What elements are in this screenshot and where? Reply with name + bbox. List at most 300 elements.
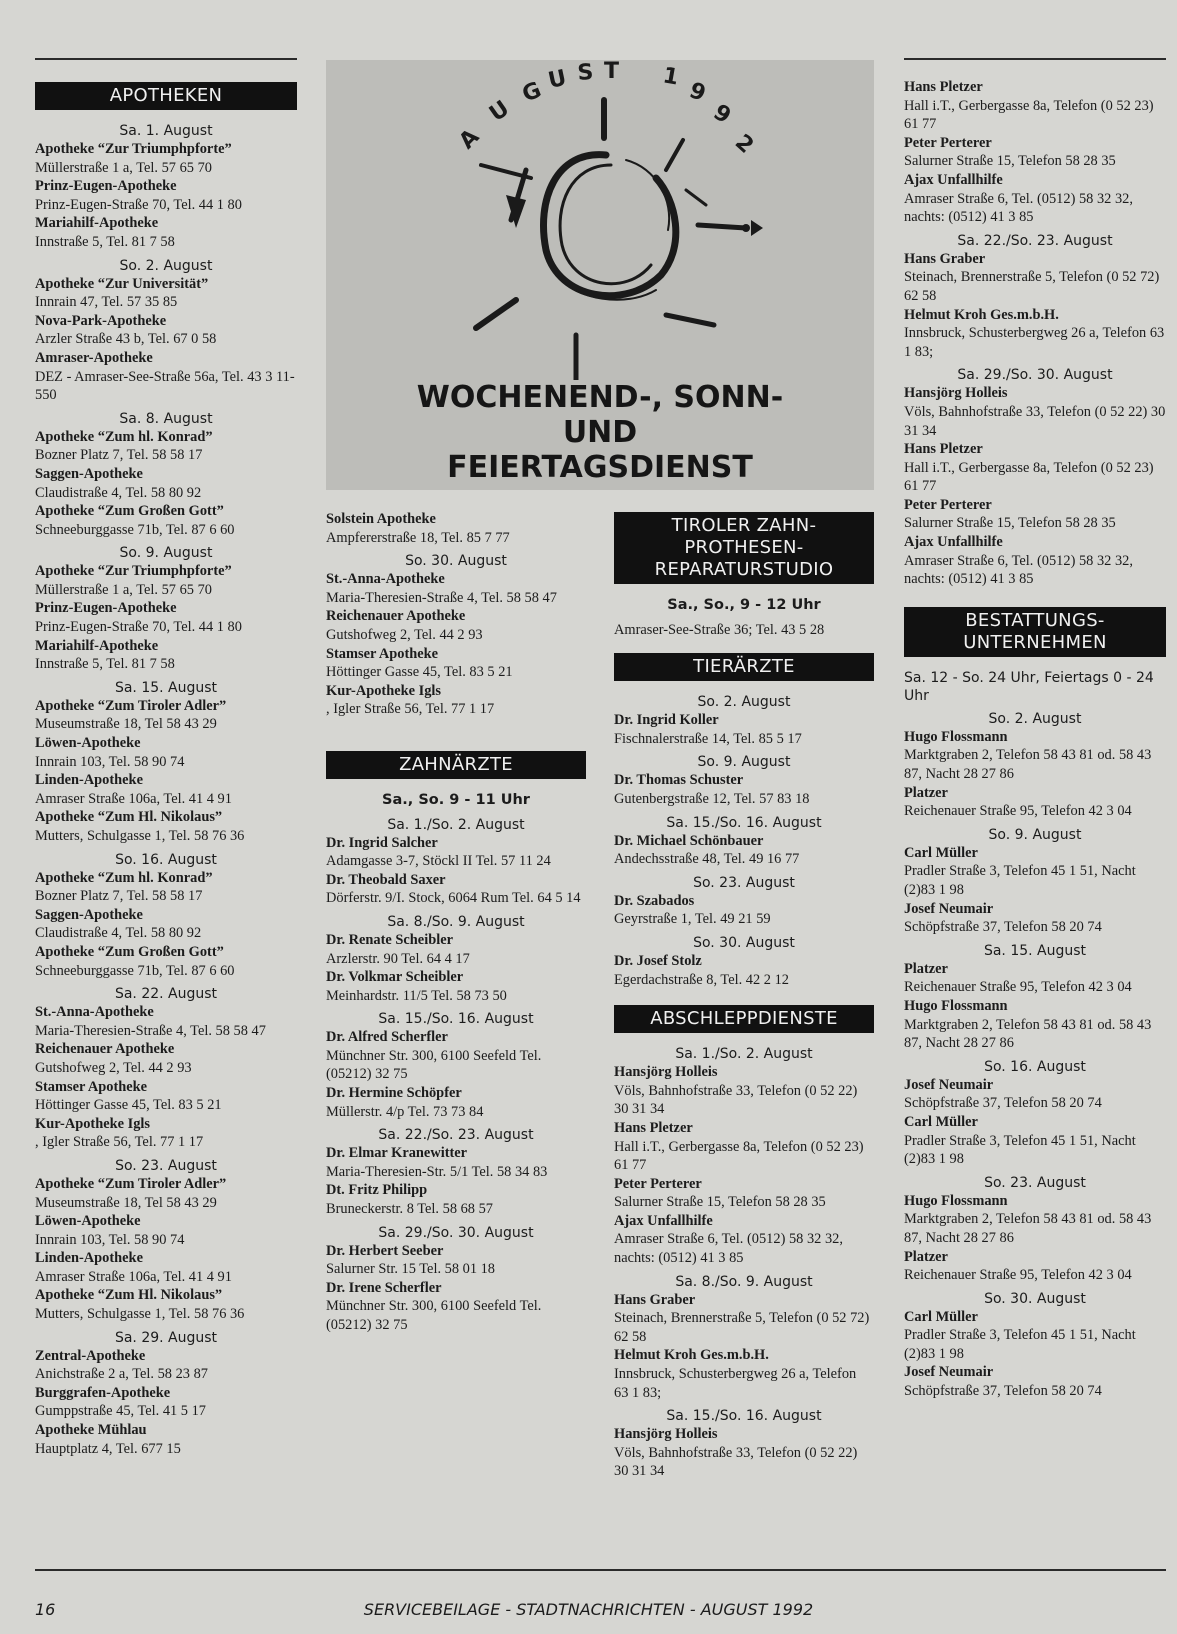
entry-address: Amraser Straße 6, Tel. (0512) 58 32 32, nachts: (0512) 41 3 85 xyxy=(614,1231,843,1267)
entry-name: Burggrafen-Apotheke xyxy=(35,1384,171,1401)
listing-entry xyxy=(904,1076,1166,1113)
entry-address: Innrain 103, Tel. 58 90 74 xyxy=(35,753,185,770)
entry-name: Ajax Unfallhilfe xyxy=(614,1212,713,1229)
entry-name: Hans Pletzer xyxy=(614,1119,693,1136)
entry-name: Peter Perterer xyxy=(904,134,992,151)
listing-entry xyxy=(35,734,297,771)
entry-address: Amraser Straße 6, Tel. (0512) 58 32 32, nachts: (0512) 41 3 85 xyxy=(904,190,1133,226)
entry-name: Dr. Alfred Scherfler xyxy=(326,1029,448,1046)
entry-address: Reichenauer Straße 95, Telefon 42 3 04 xyxy=(904,979,1132,996)
entry-address: Egerdachstraße 8, Tel. 42 2 12 xyxy=(614,971,789,988)
listing-entry xyxy=(614,952,874,989)
apotheken-column xyxy=(35,78,297,1458)
entry-address: Schöpfstraße 37, Telefon 58 20 74 xyxy=(904,1095,1102,1112)
entry-name: Stamser Apotheke xyxy=(35,1078,148,1095)
listing-entry xyxy=(35,869,297,906)
listing-entry xyxy=(904,384,1166,440)
apotheken-header: APOTHEKEN xyxy=(35,82,297,110)
entry-name: Ajax Unfallhilfe xyxy=(904,534,1003,551)
date-line: So. 23. August xyxy=(984,1174,1086,1191)
entry-name: Apotheke “Zum Hl. Nikolaus” xyxy=(35,809,223,826)
entry-address: Arzlerstr. 90 Tel. 64 4 17 xyxy=(326,950,470,967)
listing-entry xyxy=(35,140,297,177)
listing-entry xyxy=(904,78,1166,134)
zahnprothesen-header-line3: REPARATURSTUDIO xyxy=(654,559,834,580)
entry-address: Marktgraben 2, Telefon 58 43 81 od. 58 43 87, Nacht 28 27 86 xyxy=(904,747,1152,783)
bestattung-header-line1: BESTATTUNGS- xyxy=(965,609,1105,631)
entry-address: Innrain 47, Tel. 57 35 85 xyxy=(35,294,178,311)
listing-entry xyxy=(326,871,586,908)
entry-name: Linden-Apotheke xyxy=(35,772,143,789)
entry-name: Reichenauer Apotheke xyxy=(326,608,466,625)
entry-name: Helmut Kroh Ges.m.b.H. xyxy=(904,306,1059,323)
entry-name: Josef Neumair xyxy=(904,1364,994,1381)
listing-entry xyxy=(326,968,586,1005)
entry-name: Saggen-Apotheke xyxy=(35,465,143,482)
svg-text:U: U xyxy=(546,65,569,94)
entry-address: Ampfererstraße 18, Tel. 85 7 77 xyxy=(326,529,510,546)
listing-entry xyxy=(35,697,297,734)
listing-entry xyxy=(904,1248,1166,1285)
zahnaerzte-header: ZAHNÄRZTE xyxy=(326,751,586,779)
listing-entry xyxy=(614,1175,874,1212)
poster-box xyxy=(326,60,874,490)
entry-address: Pradler Straße 3, Telefon 45 1 51, Nacht (2)83 1 98 xyxy=(904,1132,1136,1168)
date-line: Sa. 1./So. 2. August xyxy=(675,1046,813,1063)
date-line: So. 30. August xyxy=(693,934,795,951)
entry-address: Salurner Str. 15 Tel. 58 01 18 xyxy=(326,1261,496,1278)
listing-entry xyxy=(326,1144,586,1181)
entry-address: Gumppstraße 45, Tel. 41 5 17 xyxy=(35,1403,206,1420)
entry-address: Museumstraße 18, Tel 58 43 29 xyxy=(35,1194,217,1211)
entry-name: Apotheke “Zum hl. Konrad” xyxy=(35,428,213,445)
listing-entry xyxy=(326,834,586,871)
entry-name: Carl Müller xyxy=(904,844,978,861)
date-line: Sa. 15./So. 16. August xyxy=(378,1011,534,1028)
entry-name: Solstein Apotheke xyxy=(326,511,436,527)
zahnprothesen-address: Amraser-See-Straße 36; Tel. 43 5 28 xyxy=(614,621,825,638)
listing-entry xyxy=(326,607,586,644)
entry-address: Claudistraße 4, Tel. 58 80 92 xyxy=(35,925,202,942)
poster-title xyxy=(326,380,874,485)
entry-name: Dr. Theobald Saxer xyxy=(326,871,446,888)
entry-name: Nova-Park-Apotheke xyxy=(35,312,167,329)
listing-entry xyxy=(35,1384,297,1421)
svg-text:S: S xyxy=(576,60,595,86)
entry-address: Höttinger Gasse 45, Tel. 83 5 21 xyxy=(35,1097,222,1114)
zahnprothesen-header xyxy=(614,512,874,584)
entry-address: Müllerstraße 1 a, Tel. 57 65 70 xyxy=(35,159,212,176)
entry-address: Gutshofweg 2, Tel. 44 2 93 xyxy=(326,626,483,643)
listing-entry xyxy=(35,599,297,636)
col4-lead xyxy=(904,78,1166,227)
entry-address: Salurner Straße 15, Telefon 58 28 35 xyxy=(614,1194,826,1211)
entry-address: Amraser Straße 106a, Tel. 41 4 91 xyxy=(35,1268,232,1285)
listing-entry xyxy=(35,275,297,312)
abschlepp-days xyxy=(614,1045,874,1481)
entry-address: Hall i.T., Gerbergasse 8a, Telefon (0 52 23) 61 77 xyxy=(904,459,1154,495)
entry-name: Hugo Flossmann xyxy=(904,997,1008,1014)
listing-entry xyxy=(904,250,1166,306)
entry-name: Dr. Josef Stolz xyxy=(614,952,702,969)
bestattung-header-line2: UNTERNEHMEN xyxy=(963,631,1107,653)
listing-entry xyxy=(35,1347,297,1384)
entry-address: Marktgraben 2, Telefon 58 43 81 od. 58 43 87, Nacht 28 27 86 xyxy=(904,1211,1152,1246)
listing-entry xyxy=(614,1119,874,1175)
entry-name: Peter Perterer xyxy=(904,496,992,513)
listing-entry xyxy=(614,832,874,869)
entry-name: Apotheke “Zum Tiroler Adler” xyxy=(35,1175,227,1192)
entry-address: Völs, Bahnhofstraße 33, Telefon (0 52 22) 30 31 34 xyxy=(904,403,1166,439)
date-line: Sa. 29./So. 30. August xyxy=(957,367,1113,384)
listing-entry xyxy=(904,1113,1166,1169)
entry-name: Platzer xyxy=(904,784,948,801)
entry-name: Ajax Unfallhilfe xyxy=(904,171,1003,188)
date-line: So. 23. August xyxy=(693,874,795,891)
entry-name: Apotheke “Zum Großen Gott” xyxy=(35,943,224,960)
entry-address: Mutters, Schulgasse 1, Tel. 58 76 36 xyxy=(35,1306,245,1323)
entry-name: Dr. Thomas Schuster xyxy=(614,772,744,789)
entry-name: Platzer xyxy=(904,1248,948,1265)
entry-name: Apotheke “Zum Tiroler Adler” xyxy=(35,697,227,714)
zahnprothesen-hours: Sa., So., 9 - 12 Uhr xyxy=(667,597,821,613)
listing-entry xyxy=(35,177,297,214)
entry-name: Mariahilf-Apotheke xyxy=(35,637,159,654)
entry-name: Mariahilf-Apotheke xyxy=(35,215,159,232)
listing-entry xyxy=(614,1063,874,1119)
entry-address: , Igler Straße 56, Tel. 77 1 17 xyxy=(35,1134,204,1151)
entry-name: Saggen-Apotheke xyxy=(35,906,143,923)
listing-entry xyxy=(614,1291,874,1347)
entry-name: Hans Graber xyxy=(614,1291,696,1308)
listing-entry xyxy=(35,1175,297,1212)
listing-entry xyxy=(614,771,874,808)
entry-name: Hansjörg Holleis xyxy=(614,1064,718,1081)
date-line: So. 9. August xyxy=(119,545,213,562)
entry-address: Schneeburggasse 71b, Tel. 87 6 60 xyxy=(35,962,235,979)
poster-illustration xyxy=(326,60,874,380)
bestattung-days xyxy=(904,710,1166,1401)
entry-address: Müllerstr. 4/p Tel. 73 73 84 xyxy=(326,1103,484,1120)
entry-address: Münchner Str. 300, 6100 Seefeld Tel. (05212) 32 75 xyxy=(326,1047,542,1083)
entry-name: Dr. Elmar Kranewitter xyxy=(326,1145,468,1162)
listing-entry xyxy=(904,171,1166,227)
listing-entry xyxy=(35,906,297,943)
entry-name: Dr. Renate Scheibler xyxy=(326,931,453,948)
entry-name: Hansjörg Holleis xyxy=(904,385,1008,402)
bottom-rule xyxy=(35,1569,1166,1571)
listing-entry xyxy=(904,1192,1166,1248)
entry-address: Maria-Theresien-Straße 4, Tel. 58 58 47 xyxy=(326,589,557,606)
listing-entry xyxy=(326,1181,586,1218)
listing-entry xyxy=(35,312,297,349)
entry-address: Salurner Straße 15, Telefon 58 28 35 xyxy=(904,153,1116,170)
date-line: Sa. 15. August xyxy=(114,679,218,696)
listing-entry xyxy=(326,510,586,547)
date-line: So. 30. August xyxy=(405,553,507,570)
entry-address: Gutenbergstraße 12, Tel. 57 83 18 xyxy=(614,790,810,807)
zahnaerzte-hours: Sa., So. 9 - 11 Uhr xyxy=(382,791,530,808)
column-four xyxy=(904,78,1166,1401)
listing-entry xyxy=(326,1028,586,1084)
entry-address: Innstraße 5, Tel. 81 7 58 xyxy=(35,656,175,673)
entry-address: Pradler Straße 3, Telefon 45 1 51, Nacht (2)83 1 98 xyxy=(904,1327,1136,1362)
entry-name: Stamser Apotheke xyxy=(326,645,439,662)
entry-address: Schöpfstraße 37, Telefon 58 20 74 xyxy=(904,1383,1102,1400)
entry-name: Hugo Flossmann xyxy=(904,728,1008,745)
listing-entry xyxy=(904,134,1166,171)
entry-address: Schöpfstraße 37, Telefon 58 20 74 xyxy=(904,919,1102,936)
entry-address: Dörferstr. 9/I. Stock, 6064 Rum Tel. 64 5 14 xyxy=(326,890,581,907)
entry-address: Pradler Straße 3, Telefon 45 1 51, Nacht (2)83 1 98 xyxy=(904,863,1136,898)
entry-name: Prinz-Eugen-Apotheke xyxy=(35,178,177,195)
entry-name: St.-Anna-Apotheke xyxy=(35,1004,154,1021)
entry-name: Helmut Kroh Ges.m.b.H. xyxy=(614,1347,769,1364)
entry-name: St.-Anna-Apotheke xyxy=(326,571,445,588)
entry-name: Hansjörg Holleis xyxy=(614,1426,718,1443)
entry-address: Hall i.T., Gerbergasse 8a, Telefon (0 52 23) 61 77 xyxy=(904,97,1154,133)
entry-address: , Igler Straße 56, Tel. 77 1 17 xyxy=(326,701,495,718)
entry-address: Hauptplatz 4, Tel. 677 15 xyxy=(35,1440,181,1457)
entry-address: Claudistraße 4, Tel. 58 80 92 xyxy=(35,484,202,501)
entry-address: Arzler Straße 43 b, Tel. 67 0 58 xyxy=(35,331,217,348)
listing-entry xyxy=(35,1115,297,1152)
entry-address: Meinhardstr. 11/5 Tel. 58 73 50 xyxy=(326,987,507,1004)
entry-address: Innsbruck, Schusterbergweg 26 a, Telefon 63 1 83; xyxy=(904,325,1165,360)
listing-entry xyxy=(35,1421,297,1458)
entry-name: Kur-Apotheke Igls xyxy=(326,682,441,699)
entry-address: Amraser Straße 106a, Tel. 41 4 91 xyxy=(35,790,232,807)
entry-address: Museumstraße 18, Tel 58 43 29 xyxy=(35,716,217,733)
entry-address: Innsbruck, Schusterbergweg 26 a, Telefon 63 1 83; xyxy=(614,1366,857,1401)
listing-entry xyxy=(614,1212,874,1268)
listing-entry xyxy=(904,960,1166,997)
entry-address: Maria-Theresien-Str. 5/1 Tel. 58 34 83 xyxy=(326,1163,548,1180)
entry-address: Schneeburggasse 71b, Tel. 87 6 60 xyxy=(35,521,235,538)
listing-entry xyxy=(35,1078,297,1115)
date-line: Sa. 22. August xyxy=(114,986,218,1003)
listing-entry xyxy=(35,214,297,251)
listing-entry xyxy=(326,645,586,682)
entry-name: Hans Graber xyxy=(904,250,986,267)
entry-name: Dr. Volkmar Scheibler xyxy=(326,969,464,986)
date-line: So. 2. August xyxy=(697,694,791,711)
column-three xyxy=(614,512,874,1481)
listing-entry xyxy=(904,784,1166,821)
svg-text:1: 1 xyxy=(660,63,681,91)
entry-name: Dr. Michael Schönbauer xyxy=(614,832,764,849)
listing-entry xyxy=(614,711,874,748)
date-line: So. 2. August xyxy=(988,710,1082,727)
listing-entry xyxy=(614,1346,874,1402)
entry-name: Dr. Ingrid Salcher xyxy=(326,834,438,851)
date-line: So. 9. August xyxy=(697,754,791,771)
entry-address: Völs, Bahnhofstraße 33, Telefon (0 52 22) 30 31 34 xyxy=(614,1444,858,1480)
entry-address: Reichenauer Straße 95, Telefon 42 3 04 xyxy=(904,1267,1132,1284)
listing-entry xyxy=(904,533,1166,589)
entry-name: Apotheke “Zur Universität” xyxy=(35,275,209,292)
date-line: Sa. 15. August xyxy=(983,942,1087,959)
entry-address: Mutters, Schulgasse 1, Tel. 58 76 36 xyxy=(35,828,245,844)
entry-address: Bruneckerstr. 8 Tel. 58 68 57 xyxy=(326,1201,493,1218)
entry-name: Dr. Ingrid Koller xyxy=(614,712,719,729)
listing-entry xyxy=(904,440,1166,496)
date-line: So. 16. August xyxy=(115,851,217,868)
zahnprothesen-header-line1: TIROLER ZAHN- xyxy=(671,515,817,536)
entry-address: Innrain 103, Tel. 58 90 74 xyxy=(35,1231,185,1248)
abschlepp-header: ABSCHLEPPDIENSTE xyxy=(614,1005,874,1033)
entry-name: Löwen-Apotheke xyxy=(35,735,141,752)
entry-address: Maria-Theresien-Straße 4, Tel. 58 58 47 xyxy=(35,1022,266,1039)
date-line: Sa. 22./So. 23. August xyxy=(957,232,1113,249)
listing-entry xyxy=(35,502,297,539)
entry-name: Apotheke “Zur Triumphpforte” xyxy=(35,563,232,580)
entry-name: Platzer xyxy=(904,960,948,977)
entry-name: Kur-Apotheke Igls xyxy=(35,1115,150,1132)
entry-address: Adamgasse 3-7, Stöckl II Tel. 57 11 24 xyxy=(326,853,551,870)
svg-text:T: T xyxy=(604,60,620,84)
entry-address: Anichstraße 2 a, Tel. 58 23 87 xyxy=(35,1366,208,1383)
column-two xyxy=(326,510,586,1335)
listing-entry xyxy=(35,1003,297,1040)
listing-entry xyxy=(35,1286,297,1323)
entry-address: Völs, Bahnhofstraße 33, Telefon (0 52 22) 30 31 34 xyxy=(614,1082,858,1118)
entry-address: Marktgraben 2, Telefon 58 43 81 od. 58 43 87, Nacht 28 27 86 xyxy=(904,1016,1152,1052)
date-line: Sa. 8./So. 9. August xyxy=(675,1273,813,1290)
entry-address: Müllerstraße 1 a, Tel. 57 65 70 xyxy=(35,581,212,598)
date-line: Sa. 29./So. 30. August xyxy=(378,1224,534,1241)
entry-address: Höttinger Gasse 45, Tel. 83 5 21 xyxy=(326,664,513,681)
entry-name: Dr. Hermine Schöpfer xyxy=(326,1085,462,1102)
listing-entry xyxy=(35,1249,297,1286)
apotheken-cont-days xyxy=(326,552,586,719)
apotheken-days xyxy=(35,122,297,1458)
entry-name: Carl Müller xyxy=(904,1308,978,1325)
entry-name: Carl Müller xyxy=(904,1113,978,1130)
svg-text:U: U xyxy=(485,96,515,127)
entry-address: Andechsstraße 48, Tel. 49 16 77 xyxy=(614,851,800,868)
entry-address: Steinach, Brennerstraße 5, Telefon (0 52 72) 62 58 xyxy=(904,269,1160,304)
entry-address: Steinach, Brennerstraße 5, Telefon (0 52 72) 62 58 xyxy=(614,1310,870,1345)
entry-address: Salurner Straße 15, Telefon 58 28 35 xyxy=(904,515,1116,532)
entry-address: Prinz-Eugen-Straße 70, Tel. 44 1 80 xyxy=(35,196,242,213)
page-number: 16 xyxy=(35,1600,56,1619)
poster-title-line1: WOCHENEND-, SONN- xyxy=(416,380,784,415)
entry-address: Fischnalerstraße 14, Tel. 85 5 17 xyxy=(614,730,802,747)
entry-name: Hans Pletzer xyxy=(904,441,983,458)
date-line: Sa. 15./So. 16. August xyxy=(666,1408,822,1425)
date-line: So. 30. August xyxy=(984,1290,1086,1307)
entry-address: Bozner Platz 7, Tel. 58 58 17 xyxy=(35,447,203,464)
date-line: Sa. 15./So. 16. August xyxy=(666,814,822,831)
bestattung-header xyxy=(904,607,1166,657)
entry-name: Dr. Irene Scherfler xyxy=(326,1279,442,1296)
date-line: So. 16. August xyxy=(984,1058,1086,1075)
listing-entry xyxy=(326,1084,586,1121)
date-line: So. 2. August xyxy=(119,257,213,274)
entry-address: Bozner Platz 7, Tel. 58 58 17 xyxy=(35,888,203,905)
entry-name: Hans Pletzer xyxy=(904,79,983,95)
svg-text:9: 9 xyxy=(708,99,736,130)
listing-entry xyxy=(904,306,1166,362)
entry-name: Hugo Flossmann xyxy=(904,1192,1008,1209)
listing-entry xyxy=(326,570,586,607)
tieraerzte-days xyxy=(614,693,874,989)
date-line: Sa. 8. August xyxy=(119,410,213,427)
entry-address: Gutshofweg 2, Tel. 44 2 93 xyxy=(35,1059,192,1076)
svg-text:A: A xyxy=(454,124,485,155)
listing-entry xyxy=(326,931,586,968)
entry-name: Apotheke “Zum Hl. Nikolaus” xyxy=(35,1287,223,1304)
entry-address: Münchner Str. 300, 6100 Seefeld Tel. (05212) 32 75 xyxy=(326,1298,542,1333)
entry-name: Amraser-Apotheke xyxy=(35,349,153,366)
listing-entry xyxy=(35,1040,297,1077)
listing-entry xyxy=(35,465,297,502)
entry-address: Hall i.T., Gerbergasse 8a, Telefon (0 52 23) 61 77 xyxy=(614,1138,864,1174)
entry-name: Josef Neumair xyxy=(904,1076,994,1093)
svg-text:G: G xyxy=(518,77,545,108)
svg-text:2: 2 xyxy=(729,129,759,159)
listing-entry xyxy=(904,997,1166,1053)
entry-name: Apotheke “Zum Großen Gott” xyxy=(35,503,224,520)
col4-days xyxy=(904,232,1166,589)
listing-entry xyxy=(904,844,1166,900)
entry-name: Linden-Apotheke xyxy=(35,1250,143,1267)
date-line: Sa. 1./So. 2. August xyxy=(387,816,525,833)
listing-entry xyxy=(35,349,297,405)
entry-address: DEZ - Amraser-See-Straße 56a, Tel. 43 3 11-550 xyxy=(35,368,295,404)
entry-address: Reichenauer Straße 95, Telefon 42 3 04 xyxy=(904,803,1132,820)
date-line: So. 23. August xyxy=(115,1157,217,1174)
date-line: Sa. 8./So. 9. August xyxy=(387,913,525,930)
top-rule-left xyxy=(35,58,297,60)
entry-address: Geyrstraße 1, Tel. 49 21 59 xyxy=(614,911,771,928)
entry-name: Dr. Herbert Seeber xyxy=(326,1242,444,1259)
zahnaerzte-days xyxy=(326,816,586,1335)
entry-name: Prinz-Eugen-Apotheke xyxy=(35,600,177,617)
listing-entry xyxy=(904,728,1166,784)
top-rule-right xyxy=(904,58,1166,60)
entry-name: Apotheke “Zum hl. Konrad” xyxy=(35,869,213,886)
date-line: Sa. 1. August xyxy=(119,123,213,139)
entry-name: Dt. Fritz Philipp xyxy=(326,1182,428,1199)
entry-name: Löwen-Apotheke xyxy=(35,1213,141,1230)
tieraerzte-header: TIERÄRZTE xyxy=(614,653,874,681)
listing-entry xyxy=(35,771,297,808)
listing-entry xyxy=(35,562,297,599)
listing-entry xyxy=(35,943,297,980)
listing-entry xyxy=(35,1212,297,1249)
entry-name: Apotheke “Zur Triumphpforte” xyxy=(35,141,232,157)
listing-entry xyxy=(326,682,586,719)
date-line: Sa. 29. August xyxy=(114,1329,218,1346)
entry-address: Prinz-Eugen-Straße 70, Tel. 44 1 80 xyxy=(35,619,242,636)
listing-entry xyxy=(904,900,1166,937)
entry-name: Dr. Szabados xyxy=(614,892,695,909)
svg-text:9: 9 xyxy=(685,78,709,107)
listing-entry xyxy=(326,1242,586,1279)
entry-name: Zentral-Apotheke xyxy=(35,1347,146,1364)
zahnprothesen-header-line2: PROTHESEN- xyxy=(684,537,804,558)
publication-footer: SERVICEBEILAGE - STADTNACHRICHTEN - AUGUST 1992 xyxy=(363,1600,814,1619)
listing-entry xyxy=(326,1279,586,1335)
poster-title-line2: UND xyxy=(562,415,638,450)
listing-entry xyxy=(35,808,297,845)
entry-name: Peter Perterer xyxy=(614,1175,702,1192)
entry-address: Amraser Straße 6, Tel. (0512) 58 32 32, nachts: (0512) 41 3 85 xyxy=(904,552,1133,588)
entry-name: Reichenauer Apotheke xyxy=(35,1041,175,1058)
date-line: Sa. 22./So. 23. August xyxy=(378,1127,534,1144)
